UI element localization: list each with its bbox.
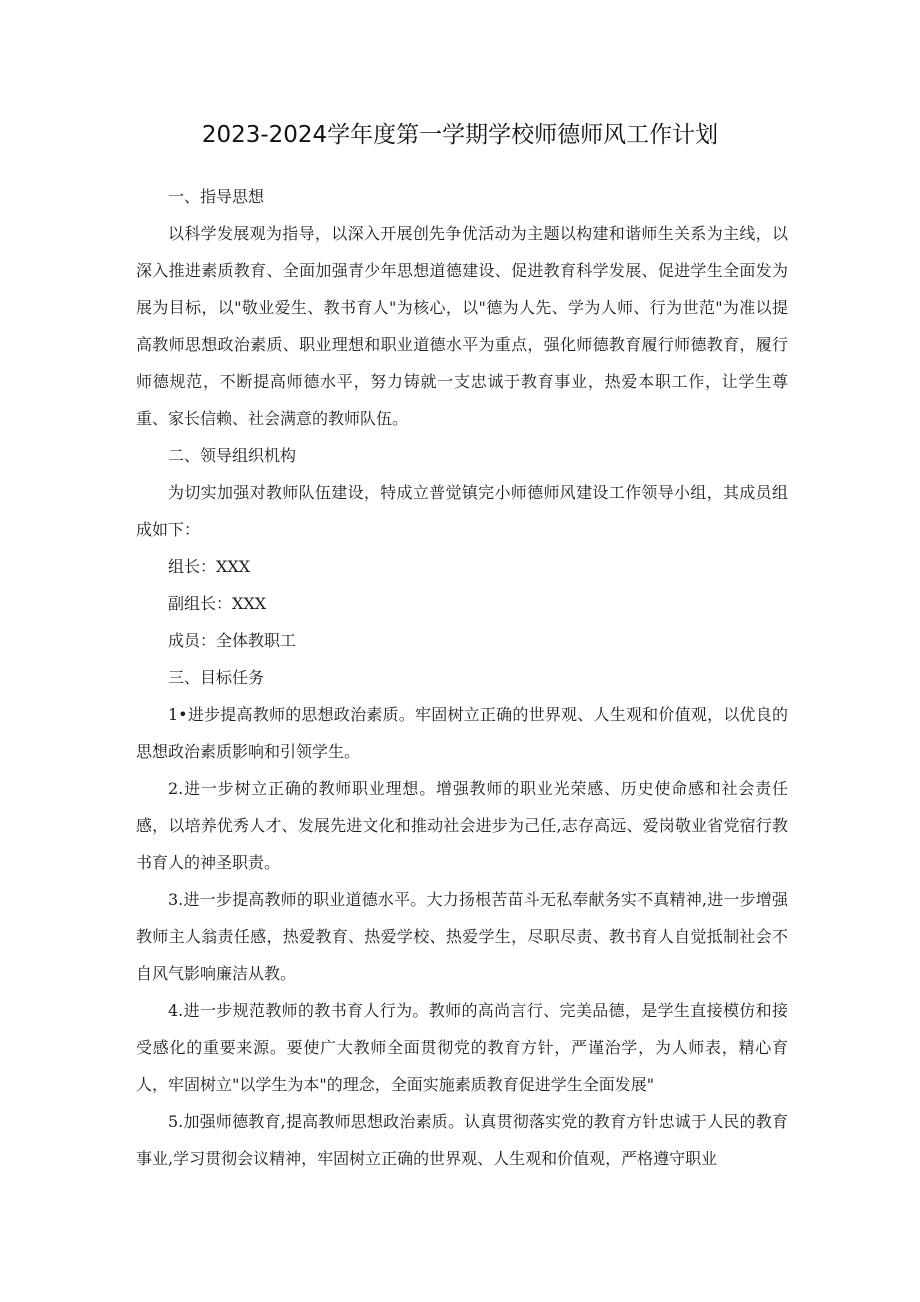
document-body [136, 178, 788, 1177]
section-heading-guiding-ideology: 一、指导思想 [168, 187, 265, 206]
paragraph-group-leader: 组长：XXX [168, 557, 251, 576]
paragraph-leadership-intro: 为切实加强对教师队伍建设，特成立普觉镇完小师德师风建设工作领导小组，其成员组成如下： [136, 483, 788, 539]
paragraph-members: 成员：全体教职工 [168, 631, 297, 650]
paragraph-goal-3: 3.进一步提高教师的职业道德水平。大力扬根苦苗斗无私奉献务实不真精神,进一步增强教师主人翁责任感，热爱教育、热爱学校、热爱学生，尽职尽责、教书育人自觉抵制社会不自风气影响廉洁从教。 [136, 890, 788, 983]
document-title: 2023-2024学年度第一学期学校师德师风工作计划 [201, 122, 719, 148]
paragraph-goal-4: 4.进一步规范教师的教书育人行为。教师的高尚言行、完美品德，是学生直接模仿和接受感化的重要来源。要使广大教师全面贯彻党的教育方针，严谨治学，为人师表，精心育人，牢固树立"以学生为本"的理念，全面实施素质教育促进学生全面发展" [136, 1001, 788, 1094]
paragraph-goal-2: 2.进一步树立正确的教师职业理想。增强教师的职业光荣感、历史使命感和社会责任感，以培养优秀人才、发展先进文化和推动社会进步为己任,志存高远、爱岗敬业省党宿行教书育人的神圣职责。 [136, 779, 788, 872]
paragraph-guiding-ideology: 以科学发展观为指导，以深入开展创先争优活动为主题以构建和谐师生关系为主线，以深入推进素质教育、全面加强青少年思想道德建设、促进教育科学发展、促进学生全面发为展为目标，以"敬业爱生、教书育人"为核心，以"德为人先、学为人师、行为世范"为准以提高教师思想政治素质、职业理想和职业道德水平为重点，强化师德教育履行师德教育，履行师德规范，不断提高师德水平，努力铸就一支忠诚于教育事业，热爱本职工作，让学生尊重、家长信赖、社会满意的教师队伍。 [136, 224, 788, 428]
section-heading-goals: 三、目标任务 [168, 668, 265, 687]
section-heading-leadership: 二、领导组织机构 [168, 446, 297, 465]
paragraph-goal-5: 5.加强师德教育,提高教师思想政治素质。认真贯彻落实党的教育方针忠诚于人民的教育事业,学习贯彻会议精神，牢固树立正确的世界观、人生观和价值观，严格遵守职业 [136, 1112, 788, 1168]
paragraph-deputy-leader: 副组长：XXX [168, 594, 267, 613]
paragraph-goal-1: 1•进步提高教师的思想政治素质。牢固树立正确的世界观、人生观和价值观，以优良的思想政治素质影响和引领学生。 [136, 705, 788, 761]
